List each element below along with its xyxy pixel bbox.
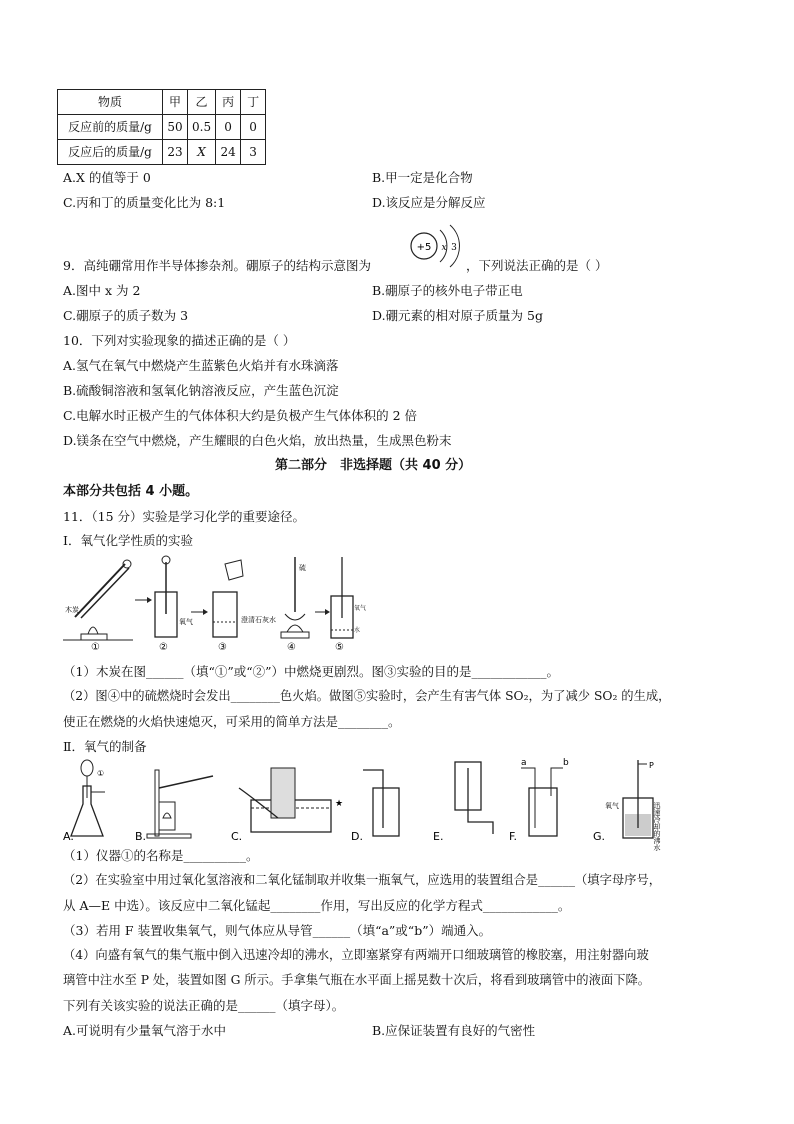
label-b: B. — [135, 830, 147, 843]
q9-option-c: C.硼原子的质子数为 3 — [63, 308, 189, 323]
q9-option-d: D.硼元素的相对原子质量为 5g — [372, 308, 543, 323]
label-g: G. — [593, 830, 606, 843]
apparatus-g — [593, 760, 661, 852]
apparatus-f — [509, 758, 569, 843]
table-row — [58, 140, 266, 165]
q10-option-c: C.电解水时正极产生的气体体积大约是负极产生气体体积的 2 倍 — [63, 408, 417, 423]
oxygen-label: 氧气 — [179, 618, 193, 626]
limewater-label: 澄清石灰水 — [241, 616, 276, 624]
q11-part2-q4-line1: （4）向盛有氧气的集气瓶中倒入迅速冷却的沸水，立即塞紧穿有两端开口细玻璃管的橡胶塞，用注射器向玻 — [63, 948, 649, 962]
q11-stem: 11．（15 分）实验是学习化学的重要途径。 — [63, 509, 306, 524]
oxygen-property-figure — [63, 552, 367, 653]
port-a-label: a — [521, 758, 527, 768]
q11-part1-q2-line2: 使正在燃烧的火焰快速熄灭，可采用的简单方法是________。 — [63, 714, 401, 729]
figure-3-limewater-test — [213, 560, 276, 653]
p-mark-label: P — [649, 761, 654, 770]
q10-option-b: B.硫酸铜溶液和氢氧化钠溶液反应，产生蓝色沉淀 — [63, 383, 339, 398]
figure-5-number: ⑤ — [335, 642, 344, 653]
q11-option-a: A.可说明有少量氧气溶于水中 — [63, 1023, 227, 1038]
part2-title: 第二部分 非选择题（共 40 分） — [275, 458, 472, 473]
label-e: E. — [433, 830, 444, 843]
apparatus-d — [351, 770, 399, 843]
water-label: 水 — [354, 627, 361, 634]
table-cell: 23 — [163, 140, 188, 165]
q10-option-a: A.氢气在氧气中燃烧产生蓝紫色火焰并有水珠滴落 — [63, 358, 339, 373]
boiling-water-label: 迅速冷却的沸水 — [653, 802, 661, 851]
figure-2-charcoal-in-oxygen — [155, 556, 193, 653]
mass-table — [57, 89, 266, 165]
apparatus-e — [433, 762, 493, 843]
q11-part2-q4-line2: 璃管中注水至 P 处，装置如图 G 所示。手拿集气瓶在水平面上摇晃数十次后，将看到玻璃管中的液面下降。 — [63, 973, 651, 987]
part2-intro: 本部分共包括 4 小题。 — [63, 484, 199, 499]
q8-option-a: A.X 的值等于 0 — [63, 170, 151, 185]
q11-section-1: Ⅰ．氧气化学性质的实验 — [63, 533, 193, 548]
figure-5-sulfur-in-oxygen — [331, 557, 366, 653]
table-row — [58, 115, 266, 140]
label-c: C. — [231, 830, 243, 843]
q9-option-b: B.硼原子的核外电子带正电 — [372, 283, 523, 298]
q11-section-2: Ⅱ．氧气的制备 — [63, 739, 147, 754]
sulfur-label: 硫 — [299, 564, 306, 572]
label-a: A. — [63, 830, 74, 843]
apparatus-c — [231, 768, 343, 843]
q8-option-b: B.甲一定是化合物 — [372, 170, 473, 185]
table-cell: 50 — [163, 115, 188, 140]
apparatus-figure — [63, 758, 683, 851]
atom-outer-label: 3 — [451, 243, 457, 253]
atom-x-label: x — [441, 243, 447, 253]
q11-part2-q2-line2: 从 A—E 中选）。该反应中二氧化锰起________作用，写出反应的化学方程式____________。 — [63, 898, 571, 913]
figure-1-charcoal-burning — [63, 560, 133, 653]
boron-atom-diagram — [408, 222, 466, 270]
table-cell: 0.5 — [188, 115, 216, 140]
q9-stem-post: ，下列说法正确的是（ ） — [466, 258, 608, 273]
q10-stem: 10．下列对实验现象的描述正确的是（ ） — [63, 333, 296, 348]
table-cell: 0 — [241, 115, 266, 140]
label-d: D. — [351, 830, 363, 843]
q11-part1-q1: （1）木炭在图______（填“①”或“②”）中燃烧更剧烈。图③实验的目的是____________。 — [63, 664, 560, 679]
figure-1-number: ① — [91, 642, 100, 653]
figure-2-number: ② — [159, 642, 168, 653]
star-mark: ★ — [335, 799, 344, 809]
q8-option-c: C.丙和丁的质量变化比为 8:1 — [63, 195, 226, 210]
q11-part1-q2-line1: （2）图④中的硫燃烧时会发出________色火焰。做图⑤实验时，会产生有害气体 SO₂，为了减少 SO₂ 的生成， — [63, 689, 671, 703]
table-header-cell: 乙 — [188, 90, 216, 115]
q11-part2-q4-line3: 下列有关该实验的说法正确的是______（填字母）。 — [63, 998, 345, 1013]
oxygen-label-2: 氧气 — [354, 605, 367, 612]
figure-3-number: ③ — [218, 642, 227, 653]
q11-part2-q3: （3）若用 F 装置收集氧气，则气体应从导管______（填“a”或“b”）端通入。 — [63, 923, 492, 938]
charcoal-label: 木炭 — [65, 606, 79, 614]
table-cell: X — [188, 140, 216, 165]
table-header-cell: 丙 — [216, 90, 241, 115]
table-header-cell: 丁 — [241, 90, 266, 115]
apparatus-a — [63, 760, 105, 843]
instrument-1-label: ① — [97, 769, 105, 778]
label-f: F. — [509, 830, 518, 843]
g-oxygen-label: 氧气 — [605, 802, 619, 810]
table-header-cell: 物质 — [58, 90, 163, 115]
table-cell: 3 — [241, 140, 266, 165]
table-cell: 反应后的质量/g — [58, 140, 163, 165]
q11-option-b: B.应保证装置有良好的气密性 — [372, 1023, 536, 1038]
atom-nucleus-label: +5 — [416, 242, 432, 253]
q11-part2-q2-line1: （2）在实验室中用过氧化氢溶液和二氧化锰制取并收集一瓶氧气，应选用的装置组合是______（填字母序号， — [63, 873, 662, 887]
figure-4-sulfur-burning — [281, 557, 309, 653]
figure-4-number: ④ — [287, 642, 296, 653]
table-cell: 24 — [216, 140, 241, 165]
q11-part2-q1: （1）仪器①的名称是__________。 — [63, 848, 259, 863]
apparatus-b — [135, 770, 213, 843]
table-cell: 0 — [216, 115, 241, 140]
port-b-label: b — [563, 758, 569, 768]
table-cell: 反应前的质量/g — [58, 115, 163, 140]
q9-stem-pre: 9．高纯硼常用作半导体掺杂剂。硼原子的结构示意图为 — [63, 258, 371, 273]
table-header-cell: 甲 — [163, 90, 188, 115]
q10-option-d: D.镁条在空气中燃烧，产生耀眼的白色火焰，放出热量，生成黑色粉末 — [63, 433, 452, 448]
q9-option-a: A.图中 x 为 2 — [63, 283, 141, 298]
q8-option-d: D.该反应是分解反应 — [372, 195, 486, 210]
table-header-row — [58, 90, 266, 115]
